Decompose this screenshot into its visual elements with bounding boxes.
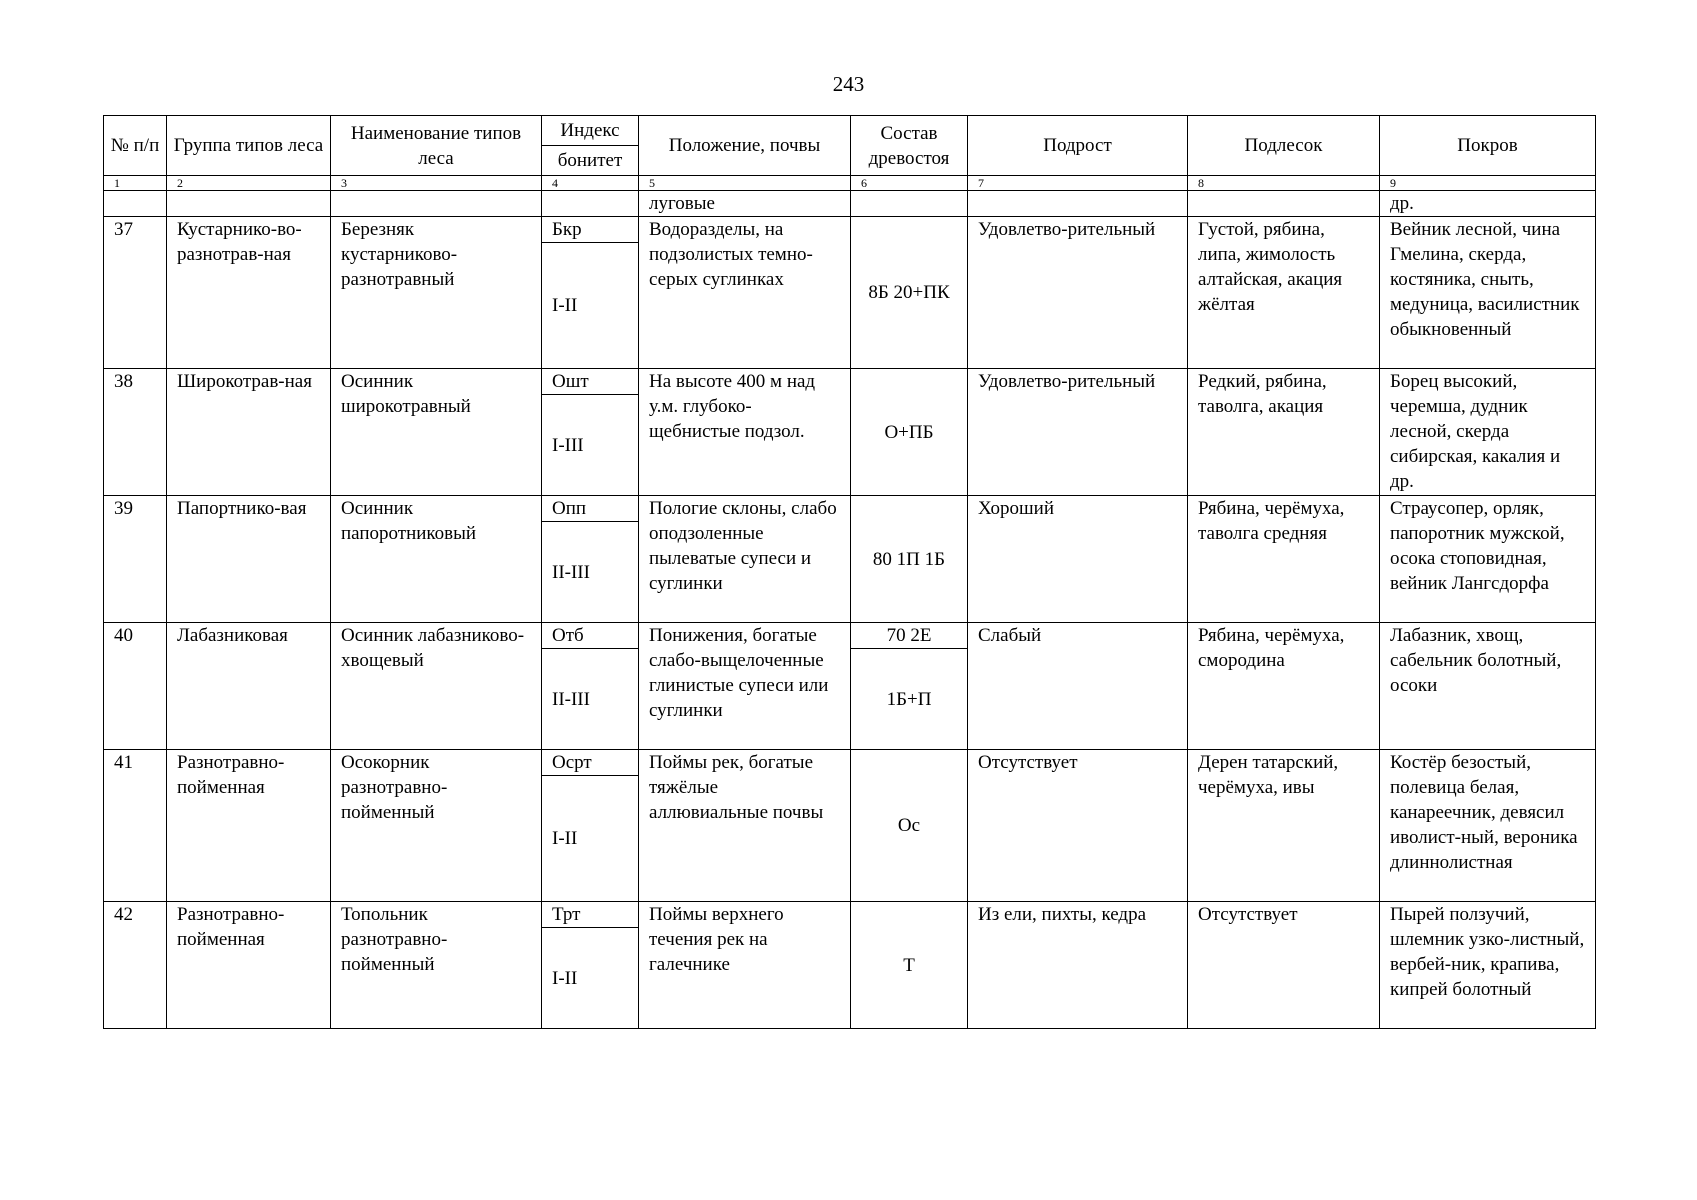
name-cell: Осинник широкотравный — [331, 369, 542, 496]
table-row — [104, 902, 1596, 928]
page-number: 243 — [832, 72, 865, 96]
understory-cell: Редкий, рябина, таволга, акация — [1188, 369, 1380, 496]
position-cell: На высоте 400 м над у.м. глубоко-щебнистые подзол. — [639, 369, 851, 496]
cover-cell: Вейник лесной, чина Гмелина, скерда, костяника, сныть, медуница, василистник обыкновенный — [1380, 217, 1596, 369]
index-code: Отб — [542, 623, 639, 649]
index-code: Бкр — [542, 217, 639, 243]
table-row — [104, 496, 1596, 522]
column-number: 7 — [968, 176, 1188, 191]
header-index: Индекс — [542, 116, 639, 146]
index-code: Трт — [542, 902, 639, 928]
cover-cell: др. — [1380, 191, 1596, 217]
cover-cell: Лабазник, хвощ, сабельник болотный, осоки — [1380, 623, 1596, 750]
name-cell: Осинник папоротниковый — [331, 496, 542, 623]
table-row — [104, 369, 1596, 395]
header-cover: Покров — [1380, 116, 1596, 176]
row-number: 41 — [104, 750, 167, 902]
bonitet-cell: II-III — [542, 649, 639, 750]
empty-cell — [167, 191, 331, 217]
composition-top-cell: 70 2Е — [851, 623, 968, 649]
composition-cell: 8Б 20+ПК — [851, 217, 968, 369]
cover-cell: Пырей ползучий, шлемник узко-листный, вербей-ник, крапива, кипрей болотный — [1380, 902, 1596, 1029]
header-bonitet: бонитет — [542, 146, 639, 176]
row-number: 39 — [104, 496, 167, 623]
composition-cell: О+ПБ — [851, 369, 968, 496]
cover-cell: Страусопер, орляк, папоротник мужской, осока стоповидная, вейник Лангсдорфа — [1380, 496, 1596, 623]
undergrowth-cell: Отсутствует — [968, 750, 1188, 902]
position-cell: Поймы верхнего течения рек на галечнике — [639, 902, 851, 1029]
column-number-row — [104, 176, 1596, 191]
group-cell: Папортнико-вая — [167, 496, 331, 623]
cover-cell: Борец высокий, черемша, дудник лесной, скерда сибирская, какалия и др. — [1380, 369, 1596, 496]
header-understory: Подлесок — [1188, 116, 1380, 176]
group-cell: Кустарнико-во-разнотрав-ная — [167, 217, 331, 369]
position-cell: Пологие склоны, слабо оподзоленные пылеватые супеси и суглинки — [639, 496, 851, 623]
understory-cell: Рябина, черёмуха, таволга средняя — [1188, 496, 1380, 623]
column-number: 4 — [542, 176, 639, 191]
column-number: 1 — [104, 176, 167, 191]
empty-cell — [542, 191, 639, 217]
name-cell: Осокорник разнотравно-пойменный — [331, 750, 542, 902]
composition-cell: 80 1П 1Б — [851, 496, 968, 623]
name-cell: Топольник разнотравно-пойменный — [331, 902, 542, 1029]
column-number: 8 — [1188, 176, 1380, 191]
forest-types-table — [103, 115, 1596, 1029]
group-cell: Разнотравно-пойменная — [167, 902, 331, 1029]
group-cell: Разнотравно-пойменная — [167, 750, 331, 902]
index-code: Осрт — [542, 750, 639, 776]
undergrowth-cell: Хороший — [968, 496, 1188, 623]
index-code: Ошт — [542, 369, 639, 395]
column-number: 9 — [1380, 176, 1596, 191]
bonitet-cell: I-III — [542, 395, 639, 496]
name-cell: Осинник лабазниково-хвощевый — [331, 623, 542, 750]
position-cell: луговые — [639, 191, 851, 217]
bonitet-cell: I-II — [542, 776, 639, 902]
row-number: 42 — [104, 902, 167, 1029]
row-number: 37 — [104, 217, 167, 369]
empty-cell — [968, 191, 1188, 217]
empty-cell — [104, 191, 167, 217]
position-cell: Поймы рек, богатые тяжёлые аллювиальные почвы — [639, 750, 851, 902]
header-composition: Состав древостоя — [851, 116, 968, 176]
undergrowth-cell: Из ели, пихты, кедра — [968, 902, 1188, 1029]
position-cell: Понижения, богатые слабо-выщелоченные глинистые супеси или суглинки — [639, 623, 851, 750]
group-cell: Лабазниковая — [167, 623, 331, 750]
understory-cell: Рябина, черёмуха, смородина — [1188, 623, 1380, 750]
bonitet-cell: I-II — [542, 928, 639, 1029]
column-number: 6 — [851, 176, 968, 191]
undergrowth-cell: Удовлетво-рительный — [968, 369, 1188, 496]
index-code: Опп — [542, 496, 639, 522]
position-cell: Водоразделы, на подзолистых темно-серых суглинках — [639, 217, 851, 369]
composition-cell: Т — [851, 902, 968, 1029]
table-row — [104, 217, 1596, 243]
name-cell: Березняк кустарниково-разнотравный — [331, 217, 542, 369]
table-row — [104, 623, 1596, 649]
understory-cell: Дерен татарский, черёмуха, ивы — [1188, 750, 1380, 902]
header-undergrowth: Подрост — [968, 116, 1188, 176]
composition-cell: Ос — [851, 750, 968, 902]
understory-cell: Густой, рябина, липа, жимолость алтайская, акация жёлтая — [1188, 217, 1380, 369]
composition-bottom-cell: 1Б+П — [851, 649, 968, 750]
header-name: Наименование типов леса — [331, 116, 542, 176]
column-number: 5 — [639, 176, 851, 191]
header-group: Группа типов леса — [167, 116, 331, 176]
undergrowth-cell: Удовлетво-рительный — [968, 217, 1188, 369]
bonitet-cell: I-II — [542, 243, 639, 369]
empty-cell — [331, 191, 542, 217]
row-number: 40 — [104, 623, 167, 750]
header-position: Положение, почвы — [639, 116, 851, 176]
empty-cell — [1188, 191, 1380, 217]
understory-cell: Отсутствует — [1188, 902, 1380, 1029]
row-number: 38 — [104, 369, 167, 496]
column-number: 3 — [331, 176, 542, 191]
header-no: № п/п — [104, 116, 167, 176]
header-row-1 — [104, 116, 1596, 146]
cover-cell: Костёр безостый, полевица белая, канареечник, девясил иволист-ный, вероника длиннолистная — [1380, 750, 1596, 902]
undergrowth-cell: Слабый — [968, 623, 1188, 750]
continuation-row — [104, 191, 1596, 217]
bonitet-cell: II-III — [542, 522, 639, 623]
group-cell: Широкотрав-ная — [167, 369, 331, 496]
table-row — [104, 750, 1596, 776]
column-number: 2 — [167, 176, 331, 191]
empty-cell — [851, 191, 968, 217]
